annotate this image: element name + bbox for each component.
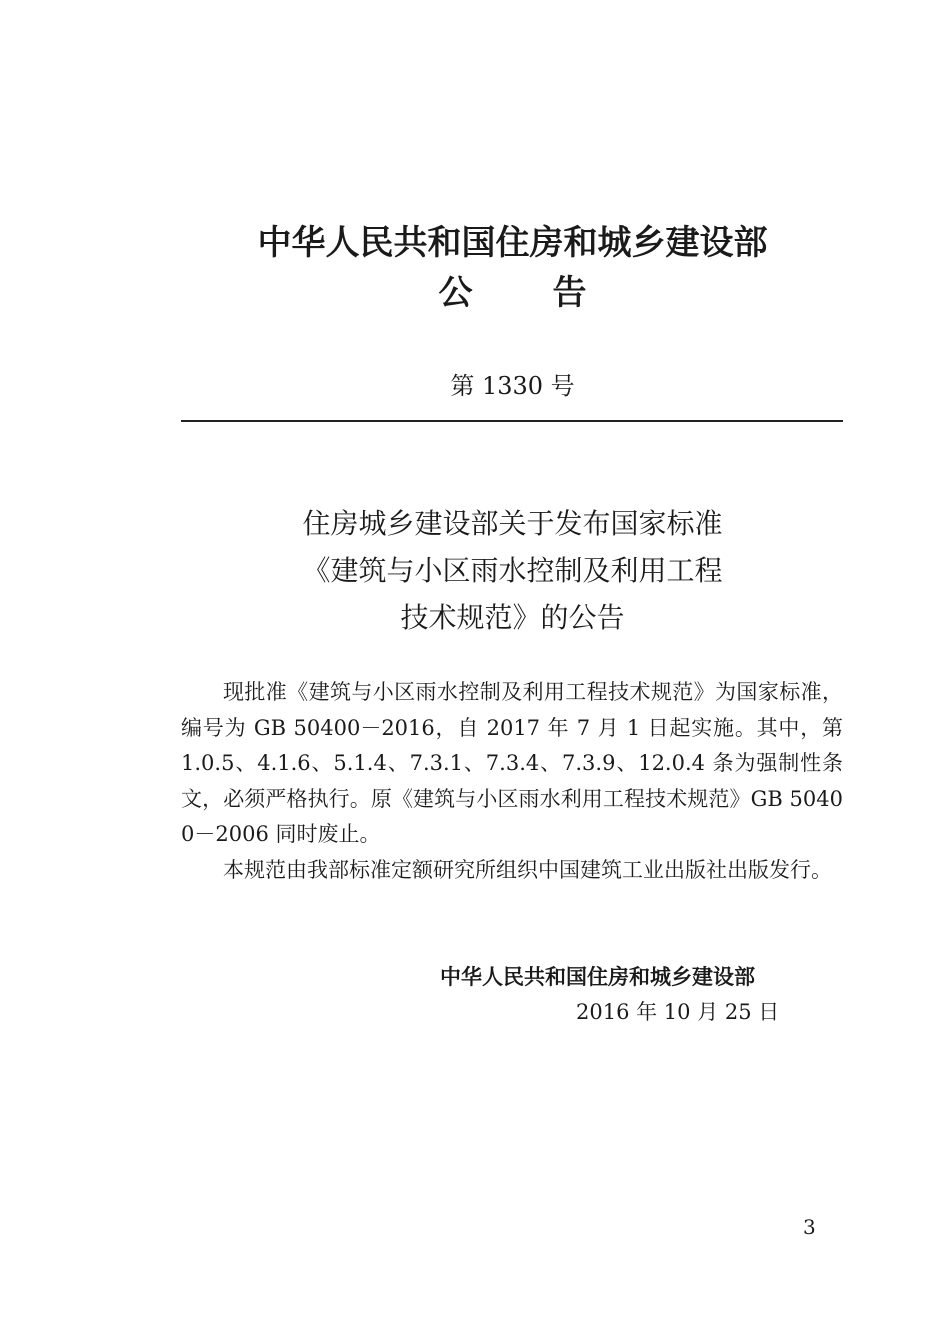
notice-heading: 公告 xyxy=(438,273,667,313)
subject-line-3: 技术规范》的公告 xyxy=(400,601,625,634)
notice-body xyxy=(181,675,843,888)
notice-subject xyxy=(0,500,950,641)
ministry-title: 中华人民共和国住房和城乡建设部 xyxy=(257,223,768,263)
body-paragraph-2: 本规范由我部标准定额研究所组织中国建筑工业出版社出版发行。 xyxy=(223,857,832,882)
signature-org: 中华人民共和国住房和城乡建设部 xyxy=(440,965,755,989)
notice-number: 第 1330 号 xyxy=(450,372,575,400)
page-number: 3 xyxy=(803,1215,816,1239)
subject-line-2: 《建筑与小区雨水控制及利用工程 xyxy=(302,554,723,587)
header-divider xyxy=(181,420,843,422)
body-paragraph-1: 现批准《建筑与小区雨水控制及利用工程技术规范》为国家标准，编号为 GB 50400－2016，自 2017 年 7 月 1 日起实施。其中，第 1.0.5、4.1.6、5.1.4、7.3.1、7.3.4、7.3.9、12.0.4 条为强制性条文，必须严格执行。原《建筑与小区雨水利用工程技术规范》GB 50400－2006 同时废止。 xyxy=(181,680,843,846)
subject-line-1: 住房城乡建设部关于发布国家标准 xyxy=(302,507,723,540)
signature-date: 2016 年 10 月 25 日 xyxy=(576,1000,780,1024)
